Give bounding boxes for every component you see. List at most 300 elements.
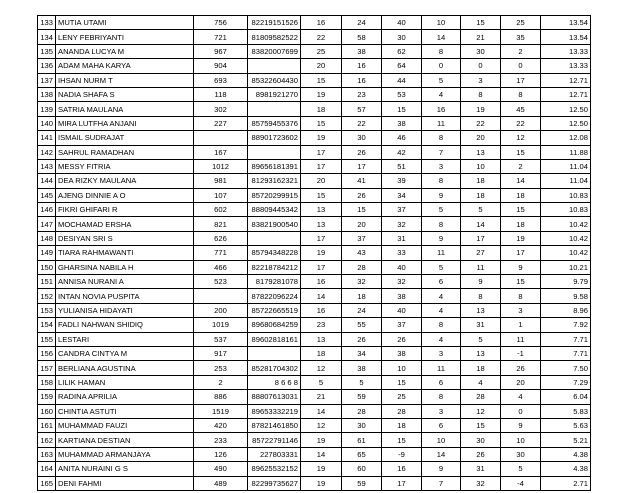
code-cell: 904 [194, 59, 248, 73]
score-4-cell: 8 [422, 318, 461, 332]
score-3-cell: 28 [382, 404, 422, 418]
score-4-cell: 11 [422, 246, 461, 260]
score-2-cell: 59 [342, 390, 382, 404]
score-2-cell: 26 [342, 145, 382, 159]
row-number-cell: 165 [38, 476, 56, 490]
score-3-cell: 25 [382, 390, 422, 404]
final-score-cell: 13.33 [541, 44, 591, 58]
score-5-cell: 20 [461, 131, 501, 145]
score-6-cell: 26 [501, 361, 541, 375]
student-name-cell: LILIK HAMAN [56, 375, 194, 389]
score-4-cell: 8 [422, 390, 461, 404]
score-5-cell: 13 [461, 346, 501, 360]
score-6-cell: 9 [501, 260, 541, 274]
score-3-cell: 34 [382, 188, 422, 202]
row-number-cell: 163 [38, 447, 56, 461]
phone-cell [248, 59, 301, 73]
score-5-cell: 19 [461, 102, 501, 116]
score-6-cell: 10 [501, 433, 541, 447]
score-2-cell: 26 [342, 332, 382, 346]
row-number-cell: 162 [38, 433, 56, 447]
code-cell: 490 [194, 462, 248, 476]
score-1-cell: 19 [301, 462, 342, 476]
score-6-cell: 25 [501, 16, 541, 30]
score-5-cell: 11 [461, 260, 501, 274]
score-6-cell: 0 [501, 404, 541, 418]
score-4-cell: 8 [422, 217, 461, 231]
score-6-cell: 45 [501, 102, 541, 116]
score-6-cell: 2 [501, 159, 541, 173]
score-3-cell: 30 [382, 30, 422, 44]
score-2-cell: 28 [342, 260, 382, 274]
score-2-cell: 58 [342, 30, 382, 44]
phone-cell: 8179281078 [248, 275, 301, 289]
score-3-cell: -9 [382, 447, 422, 461]
score-4-cell: 14 [422, 447, 461, 461]
score-2-cell: 28 [342, 404, 382, 418]
score-3-cell: 42 [382, 145, 422, 159]
phone-cell [248, 346, 301, 360]
score-3-cell: 18 [382, 418, 422, 432]
student-name-cell: LENY FEBRIYANTI [56, 30, 194, 44]
phone-cell: 85322604430 [248, 73, 301, 87]
score-3-cell: 38 [382, 116, 422, 130]
code-cell: 821 [194, 217, 248, 231]
score-6-cell: 1 [501, 318, 541, 332]
score-5-cell: 17 [461, 231, 501, 245]
code-cell: 2 [194, 375, 248, 389]
student-name-cell: LESTARI [56, 332, 194, 346]
score-4-cell: 8 [422, 44, 461, 58]
score-1-cell: 20 [301, 174, 342, 188]
code-cell: 967 [194, 44, 248, 58]
score-4-cell: 3 [422, 159, 461, 173]
score-2-cell: 34 [342, 346, 382, 360]
score-2-cell: 59 [342, 476, 382, 490]
table-row [38, 44, 591, 58]
final-score-cell: 10.83 [541, 188, 591, 202]
phone-cell: 89602818161 [248, 332, 301, 346]
phone-cell: 89653332219 [248, 404, 301, 418]
phone-cell: 88901723602 [248, 131, 301, 145]
code-cell: 200 [194, 303, 248, 317]
score-6-cell: -1 [501, 346, 541, 360]
table-row [38, 217, 591, 231]
score-1-cell: 17 [301, 260, 342, 274]
score-1-cell: 19 [301, 246, 342, 260]
row-number-cell: 155 [38, 332, 56, 346]
phone-cell: 82299735627 [248, 476, 301, 490]
score-4-cell: 5 [422, 203, 461, 217]
phone-cell: 83821900540 [248, 217, 301, 231]
score-6-cell: 9 [501, 418, 541, 432]
phone-cell: 87822096224 [248, 289, 301, 303]
table-row [38, 116, 591, 130]
score-3-cell: 17 [382, 476, 422, 490]
score-5-cell: 21 [461, 30, 501, 44]
score-3-cell: 10 [382, 361, 422, 375]
row-number-cell: 154 [38, 318, 56, 332]
final-score-cell: 11.04 [541, 174, 591, 188]
score-1-cell: 13 [301, 217, 342, 231]
score-6-cell: 18 [501, 217, 541, 231]
score-3-cell: 46 [382, 131, 422, 145]
score-3-cell: 31 [382, 231, 422, 245]
score-4-cell: 6 [422, 375, 461, 389]
student-name-cell: ISMAIL SUDRAJAT [56, 131, 194, 145]
score-1-cell: 16 [301, 16, 342, 30]
score-1-cell: 15 [301, 116, 342, 130]
score-5-cell: 8 [461, 289, 501, 303]
code-cell: 253 [194, 361, 248, 375]
score-3-cell: 38 [382, 346, 422, 360]
code-cell: 917 [194, 346, 248, 360]
final-score-cell: 13.33 [541, 59, 591, 73]
row-number-cell: 148 [38, 231, 56, 245]
score-5-cell: 22 [461, 116, 501, 130]
score-3-cell: 37 [382, 203, 422, 217]
table-row [38, 246, 591, 260]
score-6-cell: 14 [501, 174, 541, 188]
code-cell: 1019 [194, 318, 248, 332]
score-1-cell: 18 [301, 346, 342, 360]
score-3-cell: 26 [382, 332, 422, 346]
table-row [38, 447, 591, 461]
score-6-cell: 15 [501, 203, 541, 217]
phone-cell: 89625532152 [248, 462, 301, 476]
final-score-cell: 9.58 [541, 289, 591, 303]
phone-cell: 85794348228 [248, 246, 301, 260]
table-row [38, 462, 591, 476]
table-row [38, 59, 591, 73]
score-6-cell: 3 [501, 303, 541, 317]
score-1-cell: 15 [301, 73, 342, 87]
table-row [38, 231, 591, 245]
score-4-cell: 9 [422, 231, 461, 245]
score-2-cell: 15 [342, 203, 382, 217]
score-3-cell: 40 [382, 303, 422, 317]
student-name-cell: DENI FAHMI [56, 476, 194, 490]
score-4-cell: 9 [422, 462, 461, 476]
score-2-cell: 30 [342, 131, 382, 145]
code-cell: 756 [194, 16, 248, 30]
table-row [38, 260, 591, 274]
score-5-cell: 18 [461, 188, 501, 202]
row-number-cell: 143 [38, 159, 56, 173]
table-row [38, 476, 591, 490]
score-3-cell: 33 [382, 246, 422, 260]
score-3-cell: 32 [382, 217, 422, 231]
phone-cell: 81293162321 [248, 174, 301, 188]
row-number-cell: 156 [38, 346, 56, 360]
row-number-cell: 139 [38, 102, 56, 116]
code-cell: 721 [194, 30, 248, 44]
student-name-cell: AJENG DINNIE A O [56, 188, 194, 202]
score-5-cell: 3 [461, 73, 501, 87]
phone-cell: 85281704302 [248, 361, 301, 375]
phone-cell: 89680684259 [248, 318, 301, 332]
row-number-cell: 135 [38, 44, 56, 58]
score-5-cell: 4 [461, 375, 501, 389]
row-number-cell: 142 [38, 145, 56, 159]
student-name-cell: IHSAN NURM T [56, 73, 194, 87]
score-2-cell: 30 [342, 418, 382, 432]
score-1-cell: 16 [301, 275, 342, 289]
phone-cell [248, 145, 301, 159]
code-cell: 233 [194, 433, 248, 447]
phone-cell [248, 102, 301, 116]
code-cell [194, 289, 248, 303]
table-row [38, 30, 591, 44]
phone-cell: 85722791146 [248, 433, 301, 447]
score-1-cell: 17 [301, 159, 342, 173]
score-3-cell: 40 [382, 260, 422, 274]
score-2-cell: 17 [342, 159, 382, 173]
score-4-cell: 5 [422, 260, 461, 274]
row-number-cell: 158 [38, 375, 56, 389]
score-2-cell: 20 [342, 217, 382, 231]
score-3-cell: 64 [382, 59, 422, 73]
score-4-cell: 3 [422, 404, 461, 418]
score-5-cell: 32 [461, 476, 501, 490]
score-4-cell: 7 [422, 145, 461, 159]
final-score-cell: 10.42 [541, 246, 591, 260]
score-1-cell: 13 [301, 203, 342, 217]
score-3-cell: 15 [382, 102, 422, 116]
student-name-cell: MESSY FITRIA [56, 159, 194, 173]
score-2-cell: 26 [342, 188, 382, 202]
score-2-cell: 16 [342, 59, 382, 73]
score-1-cell: 19 [301, 433, 342, 447]
score-1-cell: 17 [301, 145, 342, 159]
score-2-cell: 41 [342, 174, 382, 188]
code-cell: 107 [194, 188, 248, 202]
score-5-cell: 10 [461, 159, 501, 173]
code-cell: 126 [194, 447, 248, 461]
score-2-cell: 5 [342, 375, 382, 389]
row-number-cell: 133 [38, 16, 56, 30]
table-row [38, 203, 591, 217]
code-cell: 420 [194, 418, 248, 432]
code-cell: 1012 [194, 159, 248, 173]
score-1-cell: 19 [301, 131, 342, 145]
table-row [38, 303, 591, 317]
score-1-cell: 23 [301, 318, 342, 332]
row-number-cell: 157 [38, 361, 56, 375]
score-2-cell: 43 [342, 246, 382, 260]
score-6-cell: 12 [501, 131, 541, 145]
score-4-cell: 6 [422, 418, 461, 432]
student-name-cell: CANDRA CINTYA M [56, 346, 194, 360]
score-5-cell: 8 [461, 87, 501, 101]
score-5-cell: 31 [461, 318, 501, 332]
code-cell: 167 [194, 145, 248, 159]
final-score-cell: 10.21 [541, 260, 591, 274]
code-cell: 302 [194, 102, 248, 116]
row-number-cell: 149 [38, 246, 56, 260]
table-row [38, 159, 591, 173]
table-row [38, 275, 591, 289]
score-6-cell: 0 [501, 59, 541, 73]
row-number-cell: 145 [38, 188, 56, 202]
score-5-cell: 30 [461, 44, 501, 58]
code-cell: 227 [194, 116, 248, 130]
score-6-cell: 15 [501, 275, 541, 289]
score-1-cell: 14 [301, 289, 342, 303]
score-3-cell: 53 [382, 87, 422, 101]
row-number-cell: 150 [38, 260, 56, 274]
score-4-cell: 5 [422, 73, 461, 87]
score-6-cell: 30 [501, 447, 541, 461]
score-5-cell: 27 [461, 246, 501, 260]
score-3-cell: 40 [382, 16, 422, 30]
score-1-cell: 12 [301, 361, 342, 375]
score-5-cell: 13 [461, 145, 501, 159]
score-5-cell: 30 [461, 433, 501, 447]
score-3-cell: 15 [382, 375, 422, 389]
score-1-cell: 5 [301, 375, 342, 389]
score-1-cell: 19 [301, 476, 342, 490]
student-name-cell: DEA RIZKY MAULANA [56, 174, 194, 188]
phone-cell: 85759455376 [248, 116, 301, 130]
score-1-cell: 18 [301, 102, 342, 116]
score-4-cell: 8 [422, 131, 461, 145]
score-6-cell: 20 [501, 375, 541, 389]
score-5-cell: 5 [461, 203, 501, 217]
score-4-cell: 14 [422, 30, 461, 44]
code-cell: 626 [194, 231, 248, 245]
student-name-cell: BERLIANA AGUSTINA [56, 361, 194, 375]
student-name-cell: FIKRI GHIFARI R [56, 203, 194, 217]
student-name-cell: NADIA SHAFA S [56, 87, 194, 101]
final-score-cell: 2.71 [541, 476, 591, 490]
code-cell: 981 [194, 174, 248, 188]
phone-cell: 88809445342 [248, 203, 301, 217]
score-5-cell: 15 [461, 16, 501, 30]
phone-cell: 81809582522 [248, 30, 301, 44]
score-6-cell: 22 [501, 116, 541, 130]
student-name-cell: ANANDA LUCYA M [56, 44, 194, 58]
score-4-cell: 6 [422, 275, 461, 289]
score-3-cell: 38 [382, 289, 422, 303]
row-number-cell: 164 [38, 462, 56, 476]
phone-cell: 88807613031 [248, 390, 301, 404]
table-row [38, 145, 591, 159]
student-name-cell: INTAN NOVIA PUSPITA [56, 289, 194, 303]
table-row [38, 87, 591, 101]
score-5-cell: 18 [461, 361, 501, 375]
score-1-cell: 19 [301, 87, 342, 101]
row-number-cell: 140 [38, 116, 56, 130]
student-name-cell: MUHAMMAD ARMANJAYA [56, 447, 194, 461]
final-score-cell: 6.04 [541, 390, 591, 404]
table-row [38, 361, 591, 375]
table-row [38, 346, 591, 360]
table-row [38, 418, 591, 432]
student-name-cell: GHARSINA NABILA H [56, 260, 194, 274]
code-cell: 537 [194, 332, 248, 346]
final-score-cell: 11.88 [541, 145, 591, 159]
score-2-cell: 55 [342, 318, 382, 332]
score-4-cell: 9 [422, 188, 461, 202]
score-1-cell: 25 [301, 44, 342, 58]
score-5-cell: 18 [461, 174, 501, 188]
table-row [38, 131, 591, 145]
score-4-cell: 7 [422, 476, 461, 490]
phone-cell: 8981921270 [248, 87, 301, 101]
student-name-cell: ANNISA NURANI A [56, 275, 194, 289]
table-row [38, 102, 591, 116]
score-3-cell: 15 [382, 433, 422, 447]
phone-cell: 85720299915 [248, 188, 301, 202]
final-score-cell: 12.71 [541, 73, 591, 87]
score-1-cell: 21 [301, 390, 342, 404]
final-score-cell: 10.83 [541, 203, 591, 217]
score-2-cell: 32 [342, 275, 382, 289]
table-row [38, 174, 591, 188]
final-score-cell: 12.08 [541, 131, 591, 145]
score-1-cell: 20 [301, 59, 342, 73]
phone-cell: 8 6 6 8 [248, 375, 301, 389]
table-row [38, 16, 591, 30]
score-4-cell: 11 [422, 116, 461, 130]
score-4-cell: 10 [422, 16, 461, 30]
score-5-cell: 15 [461, 418, 501, 432]
score-1-cell: 15 [301, 188, 342, 202]
score-6-cell: 35 [501, 30, 541, 44]
table-row [38, 73, 591, 87]
student-name-cell: ANITA NURAINI G S [56, 462, 194, 476]
score-5-cell: 0 [461, 59, 501, 73]
final-score-cell: 7.71 [541, 332, 591, 346]
final-score-cell: 5.21 [541, 433, 591, 447]
row-number-cell: 134 [38, 30, 56, 44]
final-score-cell: 10.42 [541, 217, 591, 231]
final-score-cell: 7.71 [541, 346, 591, 360]
score-1-cell: 14 [301, 404, 342, 418]
final-score-cell: 12.50 [541, 102, 591, 116]
score-4-cell: 10 [422, 433, 461, 447]
student-name-cell: MUHAMMAD FAUZI [56, 418, 194, 432]
code-cell: 118 [194, 87, 248, 101]
final-score-cell: 7.92 [541, 318, 591, 332]
phone-cell: 227803331 [248, 447, 301, 461]
student-name-cell: SAHRUL RAMADHAN [56, 145, 194, 159]
code-cell: 523 [194, 275, 248, 289]
score-6-cell: 2 [501, 44, 541, 58]
score-4-cell: 4 [422, 332, 461, 346]
code-cell: 466 [194, 260, 248, 274]
table-row [38, 404, 591, 418]
row-number-cell: 151 [38, 275, 56, 289]
score-2-cell: 61 [342, 433, 382, 447]
score-table [37, 15, 591, 491]
score-3-cell: 32 [382, 275, 422, 289]
score-4-cell: 16 [422, 102, 461, 116]
final-score-cell: 7.50 [541, 361, 591, 375]
student-name-cell: YULIANISA HIDAYATI [56, 303, 194, 317]
score-5-cell: 26 [461, 447, 501, 461]
score-5-cell: 12 [461, 404, 501, 418]
student-name-cell: KARTIANA DESTIAN [56, 433, 194, 447]
score-3-cell: 39 [382, 174, 422, 188]
row-number-cell: 153 [38, 303, 56, 317]
score-6-cell: 15 [501, 145, 541, 159]
final-score-cell: 9.79 [541, 275, 591, 289]
score-3-cell: 44 [382, 73, 422, 87]
phone-cell: 87821461850 [248, 418, 301, 432]
score-5-cell: 31 [461, 462, 501, 476]
